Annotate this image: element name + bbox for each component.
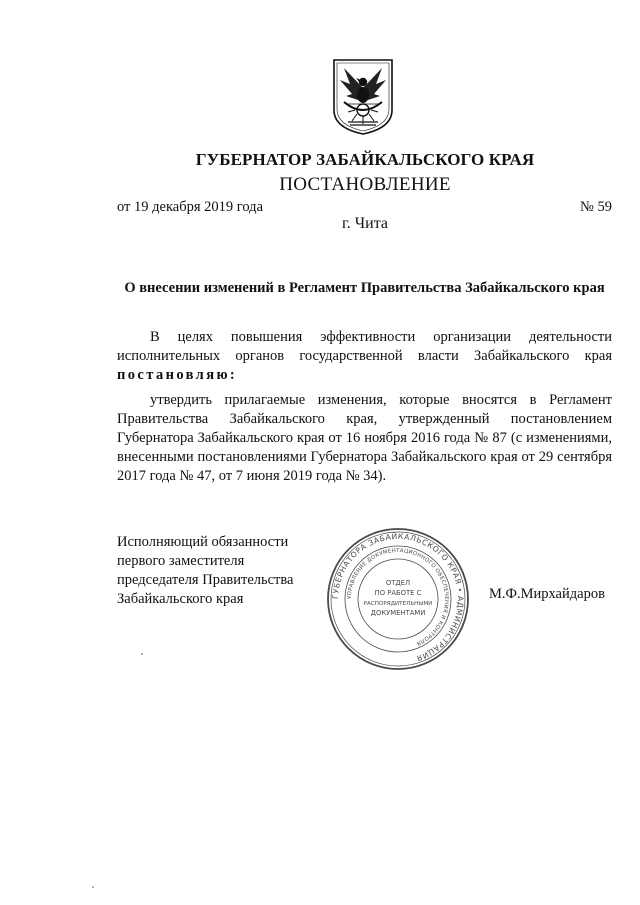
signer-position-line: первого заместителя <box>117 553 245 569</box>
svg-text:УПРАВЛЕНИЕ ДОКУМЕНТАЦИОННОГО О <box>347 548 449 646</box>
document-date: от 19 декабря 2019 года <box>117 199 263 215</box>
coat-of-arms-emblem <box>330 58 396 136</box>
seal-center-line: РАСПОРЯДИТЕЛЬНЫМИ <box>363 601 433 607</box>
seal-outer-text: ГУБЕРНАТОРА ЗАБАЙКАЛЬСКОГО КРАЯ • АДМИНИСТРАЦИЯ <box>330 531 466 664</box>
signer-position-block <box>117 533 327 609</box>
signer-position-line: председателя Правительства <box>117 572 294 588</box>
seal-center-line: ОТДЕЛ <box>385 579 411 587</box>
signer-name: М.Ф.Мирхайдаров <box>489 586 605 602</box>
seal-center-line: ДОКУМЕНТАМИ <box>370 609 426 617</box>
official-seal-stamp <box>324 525 472 673</box>
resolution-paragraph: утвердить прилагаемые изменения, которые вносятся в Регламент Правительства Забайкальского края, утвержденный постановлением Губернатора Забайкальского края от 16 ноября 2016 года № 87 (с изменениями, внесенными постановлениями Губернатора Забайкальского края от 29 сентября 2017 года № 47, от 7 июня 2019 года № 34). <box>117 392 612 484</box>
preamble-text: В целях повышения эффективности организации деятельности исполнительных органов государственной власти Забайкальского края <box>117 329 612 364</box>
seal-inner-text: УПРАВЛЕНИЕ ДОКУМЕНТАЦИОННОГО ОБЕСПЕЧЕНИЯ И КОНТРОЛЯ <box>346 547 450 647</box>
signer-position-line: Забайкальского края <box>117 591 244 607</box>
document-subject: О внесении изменений в Регламент Правительства Забайкальского края <box>124 280 605 296</box>
signer-position-line: Исполняющий обязанности <box>117 534 289 550</box>
issuing-authority: ГУБЕРНАТОР ЗАБАЙКАЛЬСКОГО КРАЯ <box>195 150 535 169</box>
document-type: ПОСТАНОВЛЕНИЕ <box>279 174 451 195</box>
document-city: г. Чита <box>341 215 388 232</box>
preamble-paragraph <box>117 328 612 385</box>
seal-center-line: ПО РАБОТЕ С <box>374 589 422 597</box>
document-number: № 59 <box>580 199 612 215</box>
scan-speck <box>92 886 94 888</box>
decree-keyword: постановляю: <box>117 367 238 383</box>
scan-speck <box>141 653 143 655</box>
